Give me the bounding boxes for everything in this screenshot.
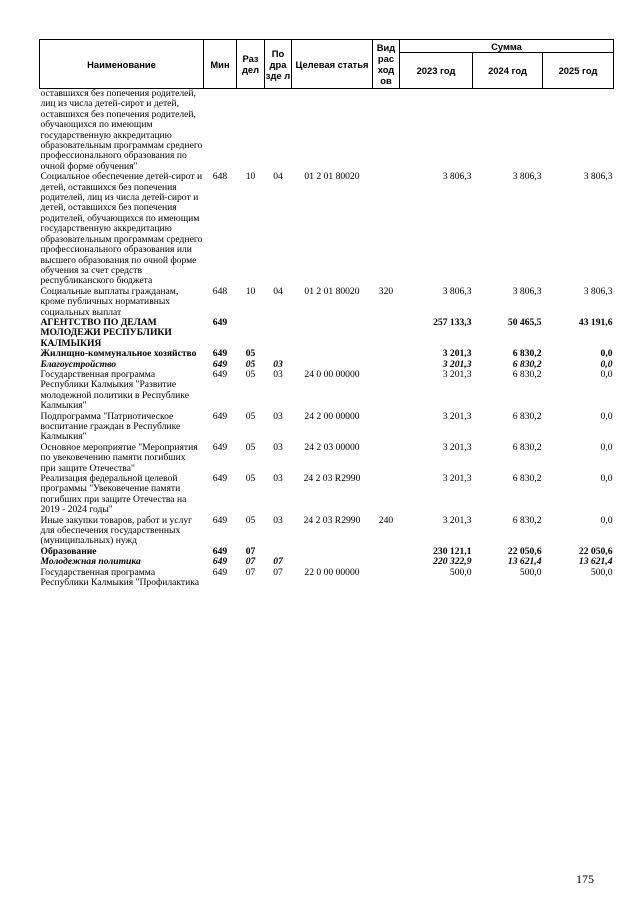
row-razdel: 10 (245, 171, 256, 183)
row-min: 649 (212, 368, 228, 380)
table-row (40, 443, 614, 474)
row-sum-2023: 3 201,3 (442, 441, 472, 453)
row-vid-raskhodov: 240 (378, 514, 394, 526)
header-vid-raskhodov: Вид рас ход ов (373, 40, 400, 89)
row-min: 649 (212, 410, 228, 422)
row-sum-2024: 22 050,6 (507, 545, 542, 557)
header-name: Наименование (40, 40, 204, 89)
row-podrazdel: 07 (273, 556, 283, 568)
row-razdel (237, 318, 265, 349)
row-min: 649 (212, 348, 228, 360)
row-vid-raskhodov (373, 474, 400, 516)
row-razdel: 10 (245, 285, 256, 297)
row-sum-2024: 6 830,2 (512, 368, 542, 380)
row-min: 649 (212, 514, 228, 526)
row-name: Образование (40, 545, 97, 557)
row-min: 649 (212, 473, 228, 485)
row-name: Благоустройство (40, 358, 117, 370)
row-sum-2025: 0,0 (600, 473, 613, 485)
row-sum-2025: 3 806,3 (583, 171, 613, 183)
row-sum-2023: 3 201,3 (442, 514, 472, 526)
row-sum-2023: 500,0 (449, 566, 472, 578)
table-row (40, 349, 614, 359)
row-sum-2025: 43 191,6 (578, 316, 613, 328)
row-sum-2025: 0,0 (600, 514, 613, 526)
row-sum-2024: 6 830,2 (512, 473, 542, 485)
header-tselevaya-statya: Целевая статья (292, 40, 373, 89)
row-tselevaya-statya (292, 318, 373, 349)
row-sum-2023: 220 322,9 (433, 556, 472, 568)
row-name: Молодежная политика (40, 556, 141, 568)
row-sum-2025: 0,0 (600, 348, 613, 360)
header-podrazdel: По дра зде л (265, 40, 292, 89)
row-razdel: 07 (245, 566, 256, 578)
row-vid-raskhodov: 320 (378, 285, 394, 297)
header-year-2025: 2025 год (543, 53, 614, 89)
row-sum-2023: 3 201,3 (442, 358, 472, 370)
row-razdel: 07 (245, 545, 256, 557)
row-sum-2024: 6 830,2 (512, 441, 542, 453)
row-vid-raskhodov (373, 360, 400, 370)
table-row (40, 318, 614, 349)
row-sum-2024: 3 806,3 (512, 171, 542, 183)
row-sum-2025: 3 806,3 (583, 285, 613, 297)
row-vid-raskhodov (373, 172, 400, 286)
row-sum-2024 (473, 89, 543, 173)
row-sum-2025: 0,0 (600, 358, 613, 370)
row-podrazdel: 03 (273, 441, 283, 453)
row-sum-2025: 0,0 (600, 368, 613, 380)
row-sum-2023: 3 201,3 (442, 368, 472, 380)
row-name: Реализация федеральной целевой программы "Увековечение памяти погибших при защите Отечества на 2019 - 2024 годы" (40, 473, 187, 516)
row-sum-2025 (543, 89, 614, 173)
row-min (204, 89, 237, 173)
row-tselevaya-statya (292, 547, 373, 557)
row-sum-2024: 500,0 (519, 566, 542, 578)
row-sum-2024: 6 830,2 (512, 514, 542, 526)
table-row (40, 172, 614, 286)
row-tselevaya-statya: 22 0 00 00000 (304, 566, 360, 578)
row-tselevaya-statya: 24 2 00 00000 (304, 410, 360, 422)
row-podrazdel: 07 (273, 566, 283, 578)
row-podrazdel (265, 349, 292, 359)
row-name: Иные закупки товаров, работ и услуг для обеспечения государственных (муниципальных) нужд (40, 514, 193, 547)
row-name: оставшихся без попечения родителей, лиц из числа детей-сирот и детей, оставшихся без попечения родителей, обучающихся по имеющим государственную аккредитацию образовательным программам среднего профессионального образования по очной форме обучения" (40, 88, 203, 172)
row-razdel: 05 (245, 410, 256, 422)
row-tselevaya-statya: 01 2 01 80020 (304, 171, 360, 183)
row-name: АГЕНТСТВО ПО ДЕЛАМ МОЛОДЕЖИ РЕСПУБЛИКИ КАЛМЫКИЯ (40, 316, 172, 349)
row-vid-raskhodov (373, 412, 400, 443)
header-min: Мин (204, 40, 237, 89)
row-sum-2024: 13 621,4 (507, 556, 542, 568)
row-sum-2023: 3 806,3 (442, 171, 472, 183)
row-vid-raskhodov (373, 370, 400, 412)
row-razdel: 07 (245, 556, 256, 568)
table-row (40, 516, 614, 547)
table-row (40, 568, 614, 589)
row-min: 649 (212, 441, 228, 453)
header-year-2024: 2024 год (473, 53, 543, 89)
row-podrazdel: 03 (273, 368, 283, 380)
row-sum-2025: 22 050,6 (578, 545, 613, 557)
row-vid-raskhodov (373, 349, 400, 359)
row-min: 648 (212, 285, 228, 297)
row-name: Социальное обеспечение детей-сирот и детей, оставшихся без попечения родителей, лиц из числа детей-сирот и детей, оставшихся без попечения родителей, обучающихся по имеющим государственную аккредитацию образовательным программам среднего профессионального образования или высшего образования по очной форме обучения за счет средств республиканского бюджета (40, 171, 203, 287)
header-summa: Сумма (400, 40, 614, 53)
row-sum-2025: 0,0 (600, 441, 613, 453)
row-tselevaya-statya (292, 89, 373, 173)
table-body (40, 89, 614, 589)
row-vid-raskhodov (373, 318, 400, 349)
table-row (40, 474, 614, 516)
table-row (40, 287, 614, 318)
row-name: Жилищно-коммунальное хозяйство (40, 348, 197, 360)
row-name: Социальные выплаты гражданам, кроме публичных нормативных социальных выплат (40, 285, 179, 318)
header-year-2023: 2023 год (400, 53, 473, 89)
row-sum-2024: 6 830,2 (512, 410, 542, 422)
table-row (40, 412, 614, 443)
row-podrazdel: 04 (273, 285, 283, 297)
row-name: Подпрограмма "Патриотическое воспитание граждан в Республике Калмыкия" (40, 410, 181, 443)
row-vid-raskhodov (373, 89, 400, 173)
row-sum-2023: 3 201,3 (442, 410, 472, 422)
page-number: 175 (576, 872, 594, 886)
row-razdel: 05 (245, 441, 256, 453)
row-podrazdel: 03 (273, 358, 283, 370)
row-tselevaya-statya (292, 349, 373, 359)
row-podrazdel (265, 318, 292, 349)
row-sum-2023: 3 201,3 (442, 473, 472, 485)
row-sum-2023: 257 133,3 (433, 316, 472, 328)
table-row (40, 89, 614, 173)
row-sum-2024: 6 830,2 (512, 358, 542, 370)
row-name: Основное мероприятие "Мероприятия по увековечению памяти погибших при защите Отечества" (40, 441, 198, 474)
row-sum-2023: 230 121,1 (433, 545, 472, 557)
row-sum-2024: 3 806,3 (512, 285, 542, 297)
row-razdel: 05 (245, 348, 256, 360)
row-sum-2023: 3 201,3 (442, 348, 472, 360)
row-razdel: 05 (245, 473, 256, 485)
row-min: 648 (212, 171, 228, 183)
row-podrazdel: 04 (273, 171, 283, 183)
row-sum-2024: 50 465,5 (507, 316, 542, 328)
row-tselevaya-statya: 24 2 03 R2990 (303, 473, 361, 485)
row-vid-raskhodov (373, 443, 400, 474)
row-vid-raskhodov (373, 568, 400, 589)
row-razdel: 05 (245, 358, 256, 370)
budget-table (39, 39, 614, 589)
row-tselevaya-statya: 01 2 01 80020 (304, 285, 360, 297)
row-razdel: 05 (245, 368, 256, 380)
header-razdel: Раз дел (237, 40, 265, 89)
row-name: Государственная программа Республики Калмыкия "Развитие молодежной политики в Республике Калмыкия" (40, 368, 189, 412)
row-razdel: 05 (245, 514, 256, 526)
table-header (40, 40, 614, 89)
row-sum-2025: 13 621,4 (578, 556, 613, 568)
row-sum-2023: 3 806,3 (442, 285, 472, 297)
row-podrazdel: 03 (273, 410, 283, 422)
row-min: 649 (212, 556, 228, 568)
row-min: 649 (212, 358, 228, 370)
row-tselevaya-statya: 24 0 00 00000 (304, 368, 360, 380)
row-vid-raskhodov (373, 547, 400, 557)
row-name: Государственная программа Республики Калмыкия "Профилактика (40, 566, 200, 589)
row-sum-2025: 500,0 (590, 566, 613, 578)
row-sum-2025: 0,0 (600, 410, 613, 422)
row-min: 649 (212, 566, 228, 578)
row-sum-2024: 6 830,2 (512, 348, 542, 360)
row-min: 649 (212, 545, 228, 557)
row-sum-2023 (400, 89, 473, 173)
row-vid-raskhodov (373, 557, 400, 567)
row-min: 649 (212, 316, 228, 328)
row-tselevaya-statya: 24 2 03 R2990 (303, 514, 361, 526)
row-razdel (237, 89, 265, 173)
row-podrazdel: 03 (273, 514, 283, 526)
row-podrazdel: 03 (273, 473, 283, 485)
table-row (40, 370, 614, 412)
row-tselevaya-statya: 24 2 03 00000 (304, 441, 360, 453)
row-podrazdel (265, 89, 292, 173)
